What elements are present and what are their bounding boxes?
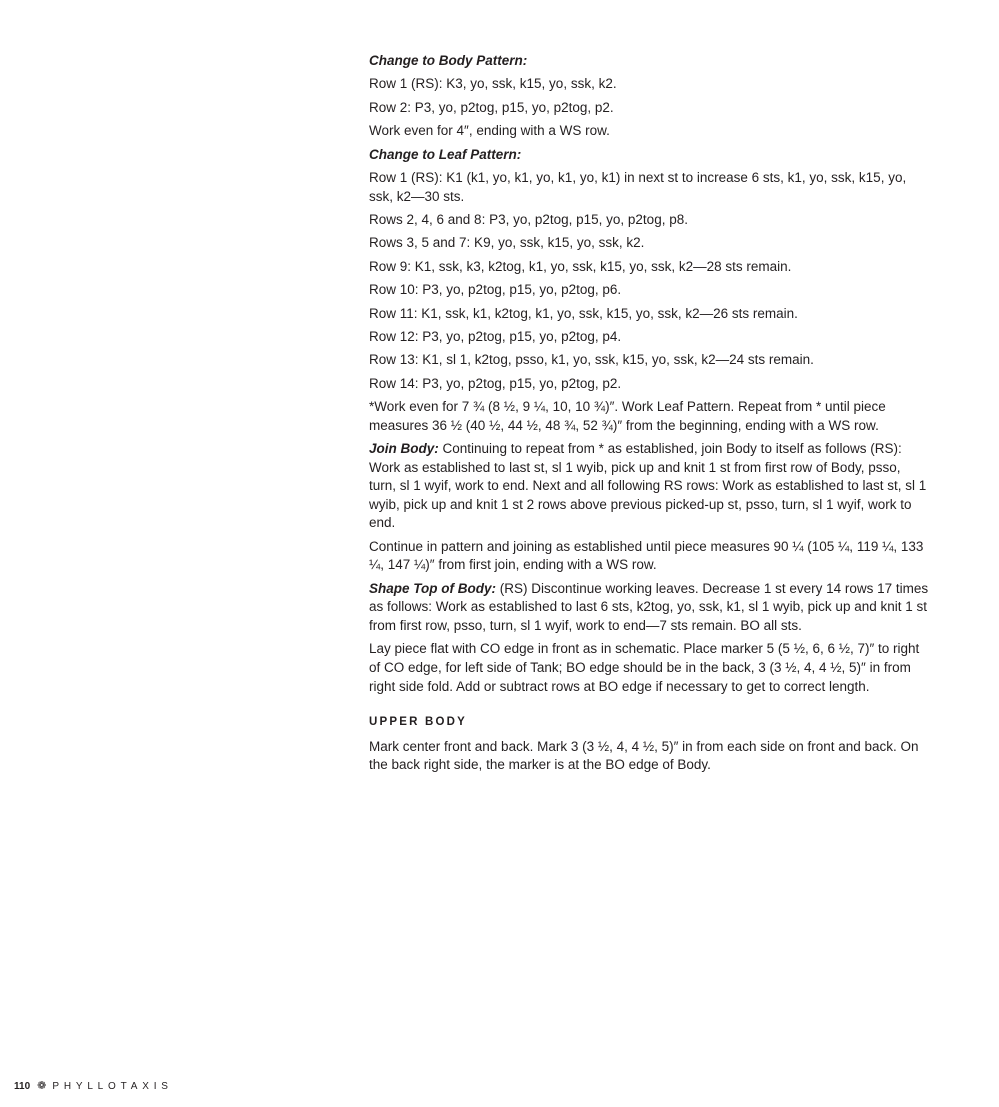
leaf-work-even-repeat: *Work even for 7 ¾ (8 ½, 9 ¼, 10, 10 ¾)″. Work Leaf Pattern. Repeat from * until piece measures 36 ½ (40 ½, 44 ½, 48 ¾, 52 ¾)″ from the beginning, ending with a WS row. [369,399,886,433]
shape-top-text: (RS) Discontinue working leaves. Decrease 1 st every 14 rows 17 times as follows: Work as established to last 6 sts, k2tog, yo, ssk, k1, sl 1 wyib, pick up and knit 1 st from first row, psso, turn, sl 1 wyif, work to end—7 sts remain. BO all sts. [369,580,929,633]
leaf-rows-3-5-7: Rows 3, 5 and 7: K9, yo, ssk, k15, yo, ssk, k2. [369,235,645,251]
leaf-rows-2-4-6-8: Rows 2, 4, 6 and 8: P3, yo, p2tog, p15, yo, p2tog, p8. [369,211,688,227]
leaf-row-11: Row 11: K1, ssk, k1, k2tog, k1, yo, ssk, k15, yo, ssk, k2—26 sts remain. [369,305,798,321]
body-row-1: Row 1 (RS): K3, yo, ssk, k15, yo, ssk, k2. [369,76,617,92]
leaf-row-14: Row 14: P3, yo, p2tog, p15, yo, p2tog, p2. [369,375,622,391]
shape-top-lead: Shape Top of Body: [369,580,496,596]
join-body-lead: Join Body: [369,441,439,457]
leaf-row-9: Row 9: K1, ssk, k3, k2tog, k1, yo, ssk, k15, yo, ssk, k2—28 sts remain. [369,258,792,274]
upper-body-paragraph: Mark center front and back. Mark 3 (3 ½, 4, 4 ½, 5)″ in from each side on front and back. On the back right side, the marker is at the BO edge of Body. [369,738,919,773]
leaf-row-13: Row 13: K1, sl 1, k2tog, psso, k1, yo, ssk, k15, yo, ssk, k2—24 sts remain. [369,352,814,368]
body-work-even: Work even for 4″, ending with a WS row. [369,123,610,139]
join-body-text: Continuing to repeat from * as established, join Body to itself as follows (RS): Work as established to last st, sl 1 wyib, pick up and knit 1 st from first row of Body, psso, turn, sl 1 wyif, work to end. Next and all following RS rows: Work as established to last st, sl 1 wyib, pick up and knit 1 st 2 rows above previous picked-up st, psso, turn, sl 1 wyif, work to end. [369,441,927,531]
leaf-row-10: Row 10: P3, yo, p2tog, p15, yo, p2tog, p6. [369,282,622,298]
page-footer [14,1079,173,1094]
leaf-row-12: Row 12: P3, yo, p2tog, p15, yo, p2tog, p4. [369,328,622,344]
pattern-text-column [369,52,929,780]
asterisk-flower-icon: ❁ [37,1080,47,1092]
upper-body-title: UPPER BODY [369,716,468,729]
body-pattern-heading: Change to Body Pattern: [369,53,528,68]
lay-flat-paragraph: Lay piece flat with CO edge in front as in schematic. Place marker 5 (5 ½, 6, 6 ½, 7)″ to right of CO edge, for left side of Tank; BO edge should be in the back, 3 (3 ½, 4, 4 ½, 5)″ in from right side fold. Add or subtract rows at BO edge if necessary to get to correct length. [369,641,920,694]
page-number: 110 [14,1081,31,1092]
continue-paragraph: Continue in pattern and joining as established until piece measures 90 ¼ (105 ¼, 119 ¼, 133 ¼, 147 ¼)″ from first join, ending with a WS row. [369,538,924,573]
body-row-2: Row 2: P3, yo, p2tog, p15, yo, p2tog, p2. [369,99,614,115]
leaf-pattern-heading: Change to Leaf Pattern: [369,146,522,162]
book-title: PHYLLOTAXIS [52,1081,173,1092]
leaf-row-1: Row 1 (RS): K1 (k1, yo, k1, yo, k1, yo, k1) in next st to increase 6 sts, k1, yo, ssk, k15, yo, ssk, k2—30 sts. [369,169,907,204]
join-body-paragraph [369,440,929,533]
shape-top-paragraph [369,580,929,636]
